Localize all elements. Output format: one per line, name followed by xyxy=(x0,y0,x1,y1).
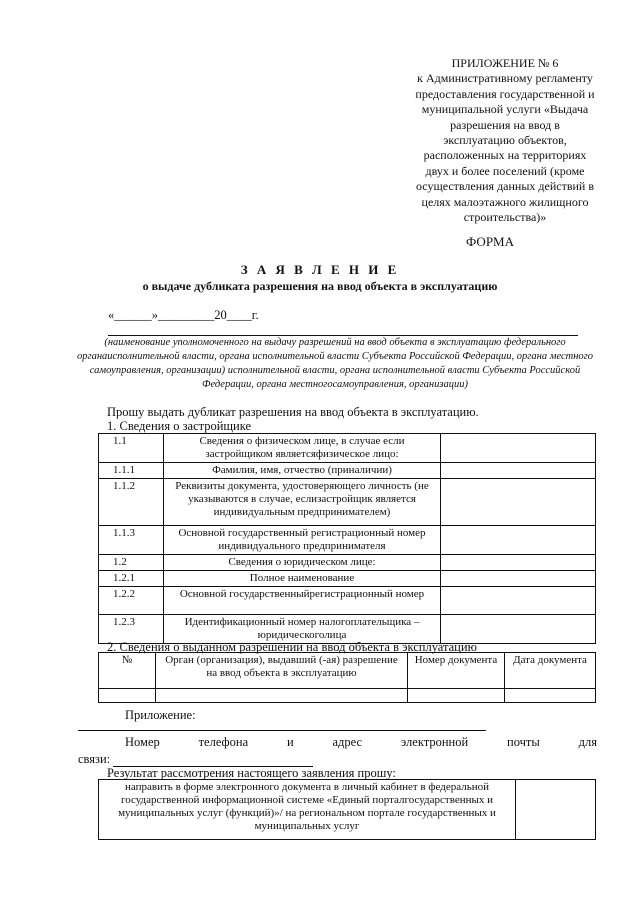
attachment-input-line[interactable] xyxy=(78,730,486,731)
form-label: ФОРМА xyxy=(466,234,514,249)
appendix-line: расположенных на территориях xyxy=(423,148,587,163)
table-row xyxy=(99,434,596,463)
contact-word: электронной xyxy=(400,735,469,749)
row-value-cell[interactable] xyxy=(441,587,596,615)
row-number: 1.1.1 xyxy=(99,463,164,479)
row-description: Сведения о физическом лице, в случае если застройщиком являетсяфизическое лицо: xyxy=(164,434,441,463)
appendix-line: целях малоэтажного жилищного xyxy=(421,194,589,209)
date-line[interactable]: «______»_________20____г. xyxy=(108,308,259,322)
appendix-line: двух и более поселений (кроме xyxy=(425,163,585,178)
cell-number[interactable] xyxy=(99,689,156,703)
row-value-cell[interactable] xyxy=(441,463,596,479)
row-number: 1.1.2 xyxy=(99,479,164,526)
permit-info-table xyxy=(98,652,596,703)
section2-heading: 2. Сведения о выданном разрешении на ввод объекта в эксплуатацию xyxy=(107,640,477,654)
row-description: Сведения о юридическом лице: xyxy=(164,555,441,571)
row-description: Реквизиты документа, удостоверяющего личность (не указываются в случае, еслизастройщик является индивидуальным предпринимателем) xyxy=(164,479,441,526)
row-number: 1.2.2 xyxy=(99,587,164,615)
row-value-cell[interactable] xyxy=(441,526,596,555)
row-description: Основной государственныйрегистрационный номер xyxy=(164,587,441,615)
header-doc-date: Дата документа xyxy=(505,653,596,689)
appendix-line: к Административному регламенту xyxy=(417,71,593,86)
cell-authority[interactable] xyxy=(156,689,408,703)
authority-note: (наименование уполномоченного на выдачу разрешений на ввод объекта в эксплуатацию федерального органаисполнительной власти, органа исполнительной власти Субъекта Российской Федерации, органа местного самоуправления, организации) исполнительной власти, органа исполнительной власти Субъекта Российской Федерации, органа местногосамоуправления, организации) xyxy=(76,337,594,390)
result-options-table xyxy=(98,779,596,840)
row-value-cell[interactable] xyxy=(441,571,596,587)
contact-word: и xyxy=(286,735,294,749)
row-number: 1.2.3 xyxy=(99,615,164,644)
appendix-line: предоставления государственной и xyxy=(415,86,595,101)
row-description: Идентификационный номер налогоплательщика – юридическоголица xyxy=(164,615,441,644)
appendix-line: строительства)» xyxy=(463,210,547,225)
table-row xyxy=(99,555,596,571)
table-row xyxy=(99,689,596,703)
result-option-text: направить в форме электронного документа в личный кабинет в федеральной государственной информационной системе «Единый порталгосударственных и муниципальных услуг (функций)»/ на региональном портале государственных и муниципальных услуг xyxy=(99,780,516,840)
section1-heading: 1. Сведения о застройщике xyxy=(107,419,252,433)
attachment-label: Приложение: xyxy=(125,708,196,722)
contact-continuation: связи: xyxy=(78,752,111,766)
developer-info-table xyxy=(98,433,596,644)
contact-word: телефона xyxy=(198,735,249,749)
appendix-line: осуществления данных действий в xyxy=(415,179,595,194)
table-row xyxy=(99,571,596,587)
row-value-cell[interactable] xyxy=(441,479,596,526)
table-row xyxy=(99,526,596,555)
cell-doc-number[interactable] xyxy=(408,689,505,703)
row-value-cell[interactable] xyxy=(441,555,596,571)
row-description: Основной государственный регистрационный номер индивидуального предпринимателя xyxy=(164,526,441,555)
appendix-line: разрешения на ввод в xyxy=(450,117,560,132)
appendix-line: ПРИЛОЖЕНИЕ № 6 xyxy=(451,56,559,70)
row-number: 1.2.1 xyxy=(99,571,164,587)
cell-doc-date[interactable] xyxy=(505,689,596,703)
contact-word: для xyxy=(578,735,597,749)
header-authority: Орган (организация), выдавший (-ая) разрешение на ввод объекта в эксплуатацию xyxy=(156,653,408,689)
appendix-line: муниципальной услуги «Выдача xyxy=(421,102,589,117)
appendix-header xyxy=(380,56,630,225)
table-row xyxy=(99,780,596,840)
table-row xyxy=(99,587,596,615)
row-description: Полное наименование xyxy=(164,571,441,587)
contact-word: адрес xyxy=(332,735,363,749)
contact-line xyxy=(125,735,597,750)
table-header-row xyxy=(99,653,596,689)
header-number: № xyxy=(99,653,156,689)
table-row xyxy=(99,479,596,526)
request-text: Прошу выдать дубликат разрешения на ввод объекта в эксплуатацию. xyxy=(107,405,479,419)
row-number: 1.1 xyxy=(99,434,164,463)
row-number: 1.2 xyxy=(99,555,164,571)
table-row xyxy=(99,463,596,479)
result-label: Результат рассмотрения настоящего заявления прошу: xyxy=(107,766,396,780)
contact-word: почты xyxy=(507,735,540,749)
result-option-checkbox-cell[interactable] xyxy=(516,780,596,840)
contact-word: Номер xyxy=(125,735,160,749)
appendix-line: эксплуатацию объектов, xyxy=(443,133,567,148)
row-number: 1.1.3 xyxy=(99,526,164,555)
row-description: Фамилия, имя, отчество (приналичии) xyxy=(164,463,441,479)
document-subtitle: о выдаче дубликата разрешения на ввод объекта в эксплуатацию xyxy=(142,279,498,293)
header-doc-number: Номер документа xyxy=(408,653,505,689)
document-title: З А Я В Л Е Н И Е xyxy=(240,262,400,277)
row-value-cell[interactable] xyxy=(441,434,596,463)
